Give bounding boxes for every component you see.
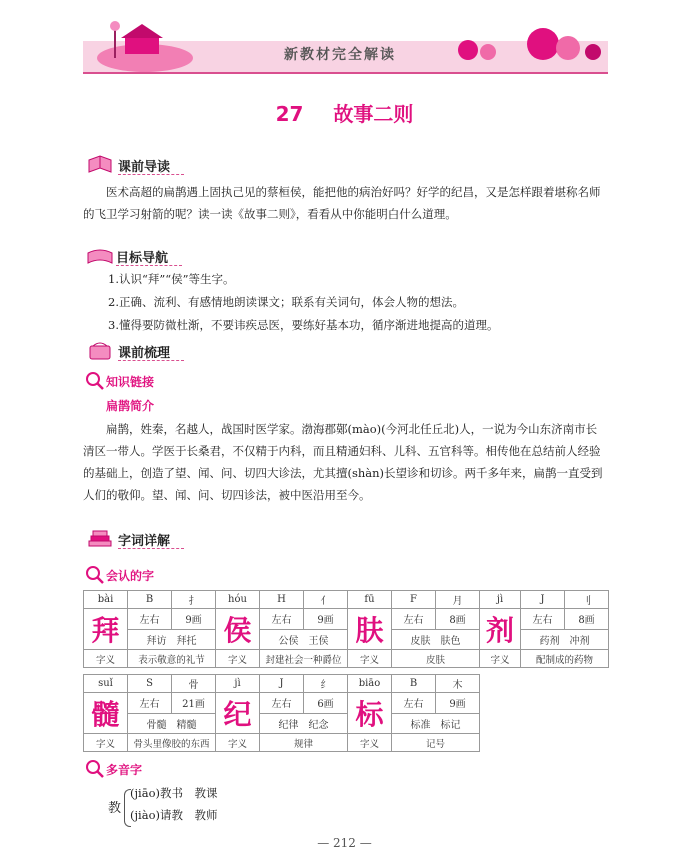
radical: 月 xyxy=(436,591,480,609)
pinyin: jì xyxy=(216,675,260,693)
meaning-label: 字义 xyxy=(216,650,260,668)
strokes: 8画 xyxy=(565,609,609,630)
section-title-goals: 目标导航 xyxy=(116,251,169,266)
words: 公侯 王侯 xyxy=(260,629,348,650)
radical: 骨 xyxy=(172,675,216,693)
polyphone-line: (jiào)请教 教师 xyxy=(130,808,218,822)
initial: F xyxy=(392,591,436,609)
char: 剂 xyxy=(480,609,521,650)
initial: B xyxy=(392,675,436,693)
meaning: 皮肤 xyxy=(392,650,480,668)
meaning: 记号 xyxy=(392,734,480,752)
magnifier-icon xyxy=(85,565,105,585)
section-title-sorting: 课前梳理 xyxy=(118,346,171,361)
pinyin: jì xyxy=(480,591,521,609)
words-subtitle: 会认的字 xyxy=(106,569,155,583)
pinyin: biāo xyxy=(348,675,392,693)
chapter-title xyxy=(0,98,689,127)
words: 药剂 冲剂 xyxy=(521,629,609,650)
section-underline xyxy=(118,548,184,550)
open-book-icon xyxy=(87,245,113,267)
words: 骨髓 精髓 xyxy=(128,713,216,734)
goals-list xyxy=(108,268,608,337)
radical: 扌 xyxy=(172,591,216,609)
char: 侯 xyxy=(216,609,260,650)
structure: 左右 xyxy=(392,693,436,714)
knowledge-paragraph: 扁鹊，姓秦，名越人，战国时医学家。渤海郡鄚(mào)(今河北任丘北)人，一说为今山东济南市长清区一带人。学医于长桑君，不仅精于内科，而且精通妇科、儿科、五官科等。相传他在总结前人经验的基础上，创造了望、闻、问、切四大诊法，尤其擅(shàn)长望诊和切诊。两千多年来，扁鹊一直受到人们的敬仰。望、闻、问、切四诊法，被中医沿用至今。 xyxy=(83,422,603,502)
section-underline xyxy=(116,265,182,267)
knowledge-title: 知识链接 xyxy=(106,375,155,389)
preview-paragraph: 医术高超的扁鹊遇上固执己见的蔡桓侯，能把他的病治好吗？好学的纪昌，又是怎样跟着堪称名师的飞卫学习射箭的呢？读一读《故事二则》，看看从中你能明白什么道理。 xyxy=(83,185,601,221)
initial: J xyxy=(521,591,565,609)
knowledge-subtitle: 扁鹊简介 xyxy=(106,399,155,413)
words: 标准 标记 xyxy=(392,713,480,734)
chapter-number: 27 xyxy=(275,102,304,126)
goal-item: 2.正确、流利、有感情地朗读课文；联系有关词句，体会人物的想法。 xyxy=(108,295,464,309)
strokes: 21画 xyxy=(172,693,216,714)
pinyin: fū xyxy=(348,591,392,609)
char-table-row-1 xyxy=(83,590,609,668)
meaning-label: 字义 xyxy=(348,734,392,752)
section-underline xyxy=(118,360,184,362)
page-number: — 212 — xyxy=(317,836,372,850)
structure: 左右 xyxy=(260,693,304,714)
char: 拜 xyxy=(84,609,128,650)
initial: S xyxy=(128,675,172,693)
notebook-icon xyxy=(87,340,113,362)
header-decoration-right-icon xyxy=(448,22,608,72)
magnifier-icon xyxy=(85,371,105,391)
header-title: 新教材完全解读 xyxy=(284,47,396,63)
char: 髓 xyxy=(84,693,128,734)
initial: J xyxy=(260,675,304,693)
pinyin: suǐ xyxy=(84,675,128,693)
chapter-name: 故事二则 xyxy=(333,102,414,126)
books-stack-icon xyxy=(87,528,113,550)
char: 纪 xyxy=(216,693,260,734)
goal-item: 3.懂得要防微杜渐，不要讳疾忌医，要练好基本功，循序渐进地提高的道理。 xyxy=(108,318,499,332)
radical: 木 xyxy=(436,675,480,693)
section-title-words: 字词详解 xyxy=(118,534,171,549)
meaning-label: 字义 xyxy=(480,650,521,668)
polyphone-char: 教 xyxy=(108,801,122,816)
initial: H xyxy=(260,591,304,609)
meaning-label: 字义 xyxy=(84,734,128,752)
meaning: 表示敬意的礼节 xyxy=(128,650,216,668)
structure: 左右 xyxy=(392,609,436,630)
meaning: 骨头里像胶的东西 xyxy=(128,734,216,752)
meaning-label: 字义 xyxy=(348,650,392,668)
pinyin: hóu xyxy=(216,591,260,609)
pinyin: bài xyxy=(84,591,128,609)
strokes: 9画 xyxy=(436,693,480,714)
strokes: 9画 xyxy=(172,609,216,630)
meaning: 配制成的药物 xyxy=(521,650,609,668)
initial: B xyxy=(128,591,172,609)
polyphone-title: 多音字 xyxy=(106,763,143,777)
radical: 刂 xyxy=(565,591,609,609)
polyphone-line: (jiāo)教书 教课 xyxy=(130,786,218,800)
char-table-row-2 xyxy=(83,674,480,752)
strokes: 6画 xyxy=(304,693,348,714)
magnifier-icon xyxy=(85,759,105,779)
meaning-label: 字义 xyxy=(84,650,128,668)
meaning: 规律 xyxy=(260,734,348,752)
meaning-label: 字义 xyxy=(216,734,260,752)
goal-item: 1.认识“拜”“侯”等生字。 xyxy=(108,272,235,286)
words: 纪律 纪念 xyxy=(260,713,348,734)
char: 标 xyxy=(348,693,392,734)
radical: 纟 xyxy=(304,675,348,693)
structure: 左右 xyxy=(260,609,304,630)
section-underline xyxy=(118,174,184,176)
section-title-preview: 课前导读 xyxy=(118,160,171,175)
book-icon xyxy=(87,154,113,176)
structure: 左右 xyxy=(128,693,172,714)
words: 皮肤 肤色 xyxy=(392,629,480,650)
meaning: 封建社会一种爵位 xyxy=(260,650,348,668)
char: 肤 xyxy=(348,609,392,650)
header-decoration-left-icon xyxy=(85,18,205,74)
structure: 左右 xyxy=(128,609,172,630)
structure: 左右 xyxy=(521,609,565,630)
strokes: 9画 xyxy=(304,609,348,630)
strokes: 8画 xyxy=(436,609,480,630)
words: 拜访 拜托 xyxy=(128,629,216,650)
radical: 亻 xyxy=(304,591,348,609)
